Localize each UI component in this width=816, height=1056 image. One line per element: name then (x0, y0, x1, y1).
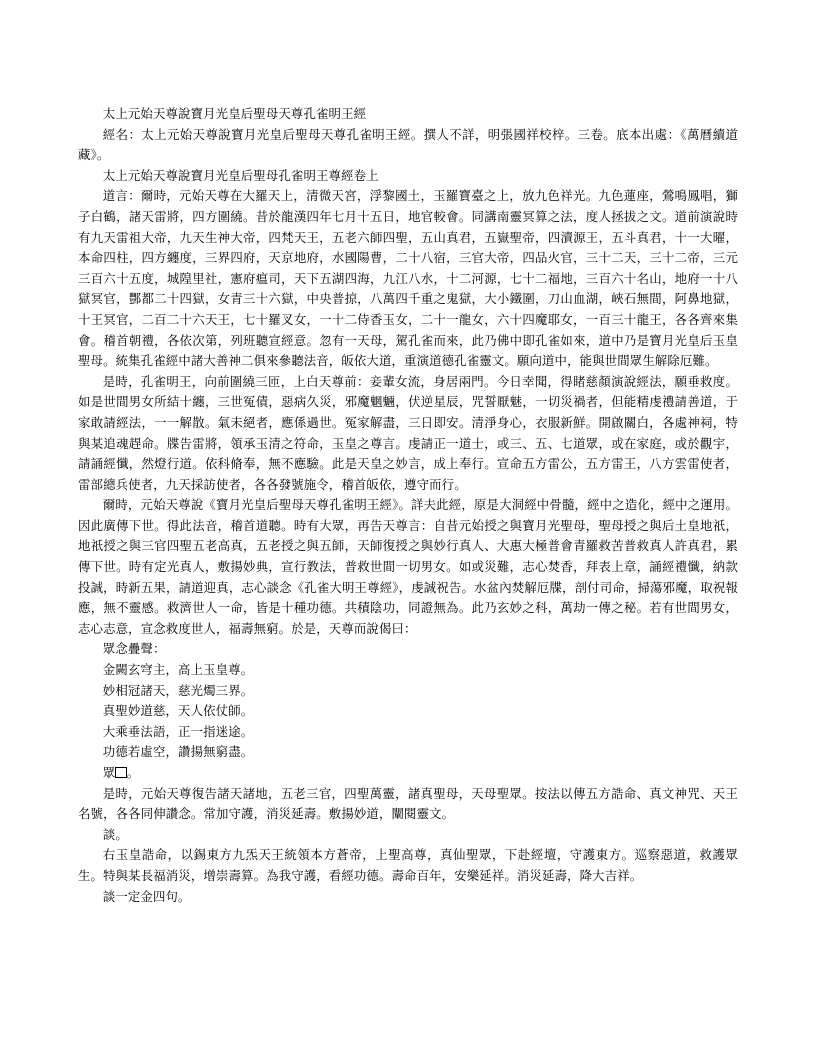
missing-glyph-line-suffix: 。 (126, 765, 140, 780)
verse-line-3: 真聖妙道慈，天人依仗師。 (102, 703, 254, 719)
verse-line-4: 大乘垂法語，正一指迷途。 (102, 723, 254, 739)
closing-line: 談一定金四句。 (102, 888, 191, 904)
body-paragraph-5: 右玉皇誥命，以錫東方九炁天王統領本方蒼帝，上聖高尊，真仙聖眾，下赴經壇，守護東方。巡察惡道，救護眾生。特與某長福消災，增崇壽算。為我守護，看經功德。壽命百年，安樂延祥。消災延壽，降大吉祥。 (78, 847, 738, 883)
body-paragraph-3: 爾時，元始天尊說《寶月光皇后聖母天尊孔雀明王經》。詳夫此經，原是大洞經中骨髓，經中之造化，經中之運用。因此廣傳下世。得此法音，稽首道聽。時有大眾，再告天尊言：自昔元始授之與寶月光聖母，聖母授之與后土皇地祇，地祇授之與三官四聖五老高真，五老授之與五師，天師復授之與妙行真人、大惠大極普會青羅救苦普救真人許真君，累傳下世。時有定光真人，敷揚妙典，宣行教法，普救世間一切男女。如或災難，志心焚香，拜表上章，誦經禮懺，納款投誠，時新五果，請道迎真，志心談念《孔雀大明王尊經》，虔誠祝告。水盆內焚解厄牒，剖付司命，掃蕩邪魔，取祝報應，無不靈感。救濟世人一命，皆是十種功德。共積陰功，同證無為。此乃玄妙之科，萬劫一傳之秘。若有世間男女，志心志意，宣念救度世人，福壽無窮。於是，天尊而說偈曰： (78, 497, 738, 636)
missing-glyph-line-prefix: 眾 (102, 765, 116, 780)
body-paragraph-2: 是時，孔雀明王，向前圍繞三匝，上白天尊前：妾輩女流，身居兩門。今日幸聞，得睹慈顏演說經法，願垂救度。如是世間男女所結十纏，三世冤債，惡病久災，邪魔魍魎，伏逆星辰，咒誓厭魅，一切災禍者，但能精虔禮請善道，于家敢請經法，一一解散。氣未絕者，應係過世。冤家解盡，三日即安。清淨身心，衣服新鮮。開啟關白，各處神祠，特與某追魂趕命。牒告雷將，領承玉清之符命，玉皇之尊言。虔請正一道士，或三、五、七道眾，或在家庭，或於觀宇，請誦經懺，然燈行道。依科脩奉，無不應驗。此是天皇之妙言，成上奉行。宣命五方雷公，五方雷王，八方雲雷使者，雷部總兵使者，九天採訪使者，各各發號施令，稽首皈依，遵守而行。 (78, 373, 738, 492)
verse-line-0: 眾念疊聲： (102, 641, 166, 657)
missing-glyph-line (78, 763, 738, 784)
verse-line-5: 功德若虛空，讚揚無窮盡。 (102, 744, 254, 760)
short-line-tan: 談。 (102, 826, 128, 842)
verse-line-2: 妙相冠諸天，慈光燭三界。 (102, 682, 254, 698)
scripture-metadata-paragraph: 經名：太上元始天尊說寶月光皇后聖母天尊孔雀明王經。撰人不詳，明張國祥校梓。三卷。底本出處：《萬曆續道藏》。 (78, 126, 738, 163)
scripture-title-line: 太上元始天尊說寶月光皇后聖母天尊孔雀明王經 (102, 106, 367, 121)
missing-glyph-box-icon (115, 767, 126, 778)
body-paragraph-4: 是時，元始天尊復告諸天諸地，五老三官，四聖萬靈，諸真聖母，天母聖眾。按法以傳五方誥命、真文神咒、天王名號，各各同伸讚念。常加守護，消災延壽。敷揚妙道，闡閱靈文。 (78, 785, 738, 822)
verse-block (78, 639, 738, 763)
verse-line-1: 金闕玄穹主，高上玉皇尊。 (102, 662, 254, 678)
document-body (78, 104, 738, 907)
body-paragraph-1: 道言：爾時，元始天尊在大羅天上，清微天宮，浮黎國土，玉羅寶臺之上，放九色祥光。九色蓮座，鶯鳴鳳唱，獅子白鶴，諸天雷將，四方圍繞。昔於龍漢四年七月十五日，地官較會。同講南靈冥算之法，度人拯拔之文。道前演說時有九天雷祖大帝，九天生神大帝，四梵天王，五老六師四聖，五山真君，五嶽聖帝，四瀆源王，五斗真君，十一大曜，本命四柱，四方纏度，三界四府，天京地府，水國陽曹，二十八宿，三官大帝，四品火官，三十二天，三十二帝，三元三百六十五度，城隍里社，憲府瘟司，天下五湖四海，九江八水，十二河源，七十二福地，三百六十名山，地府一十八獄冥官，酆都二十四獄，女青三十六獄，中央普掠，八萬四千重之鬼獄，大小鐵圍，刀山血湖，峽石無間，阿鼻地獄，十王冥官，二百二十六天王，七十羅叉女，一十二侍香玉女，二十一龍女，六十四魔耶女，一百三十龍王，各各齊來集會。稽首朝禮，各依次第，列班聽宣經意。忽有一天母，駕孔雀而來，此乃佛中即孔雀如來，道中乃是寶月光皇后玉皇聖母。統集孔雀經中諸大善神二俱來參聽法音，皈依大道，重演道德孔雀靈文。願向道中，能與世間眾生解除厄難。 (78, 188, 738, 369)
volume-title-line: 太上元始天尊說寶月光皇后聖母孔雀明王尊經卷上 (102, 167, 379, 183)
